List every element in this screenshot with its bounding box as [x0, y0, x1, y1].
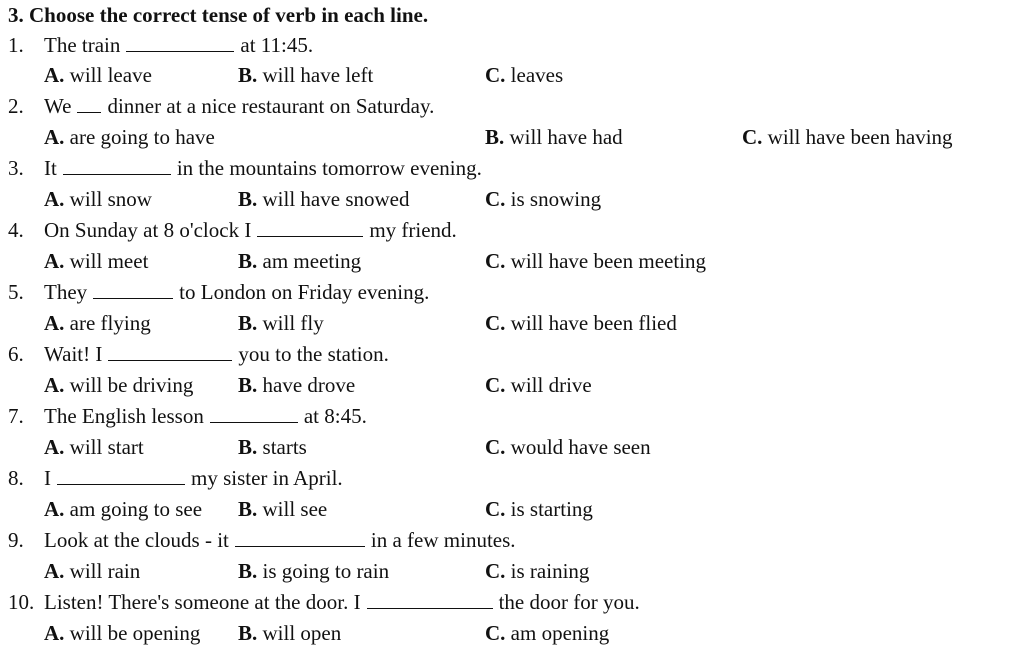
option-text: will see: [262, 497, 328, 521]
option-text: will start: [69, 435, 144, 459]
option-letter: A.: [44, 311, 65, 335]
option-a: [44, 432, 144, 462]
stem-after: at 11:45.: [240, 33, 314, 57]
option-b: [238, 556, 389, 586]
question-number: 1.: [8, 33, 24, 57]
option-b: [238, 618, 341, 648]
option-text: are going to have: [69, 125, 215, 149]
option-text: will have left: [262, 63, 374, 87]
exercise-title: 3. Choose the correct tense of verb in each line.: [8, 3, 429, 27]
stem-after: dinner at a nice restaurant on Saturday.: [107, 94, 435, 118]
answer-blank: [108, 340, 232, 361]
question-number: 2.: [8, 94, 24, 118]
option-text: will have been having: [767, 125, 953, 149]
option-letter: B.: [238, 435, 258, 459]
option-text: will have been flied: [510, 311, 677, 335]
stem-before: The English lesson: [44, 404, 204, 428]
option-letter: A.: [44, 249, 65, 273]
stem-after: in the mountains tomorrow evening.: [176, 156, 482, 180]
option-letter: B.: [485, 125, 505, 149]
option-text: will meet: [69, 249, 149, 273]
option-text: will have snowed: [262, 187, 410, 211]
option-letter: B.: [238, 311, 258, 335]
option-text: will be opening: [69, 621, 201, 645]
option-c: [485, 370, 592, 400]
option-letter: A.: [44, 187, 65, 211]
option-letter: A.: [44, 621, 65, 645]
option-c: [485, 494, 593, 524]
stem-after: at 8:45.: [303, 404, 367, 428]
option-c: [485, 618, 609, 648]
option-letter: B.: [238, 497, 258, 521]
answer-blank: [57, 464, 185, 485]
option-b: [485, 122, 623, 152]
answer-blank: [77, 92, 101, 113]
option-text: am meeting: [262, 249, 362, 273]
question-number: 5.: [8, 280, 24, 304]
option-letter: A.: [44, 373, 65, 397]
option-letter: A.: [44, 559, 65, 583]
option-b: [238, 246, 361, 276]
stem-before: Look at the clouds - it: [44, 528, 229, 552]
option-text: will drive: [510, 373, 592, 397]
stem-before: On Sunday at 8 o'clock I: [44, 218, 252, 242]
option-text: will be driving: [69, 373, 194, 397]
answer-blank: [257, 216, 363, 237]
option-a: [44, 246, 148, 276]
option-text: is raining: [510, 559, 590, 583]
option-letter: B.: [238, 187, 258, 211]
question-stem: [44, 153, 482, 183]
option-c: [742, 122, 953, 152]
option-b: [238, 60, 373, 90]
option-letter: A.: [44, 63, 65, 87]
option-letter: C.: [485, 249, 506, 273]
option-text: will snow: [69, 187, 152, 211]
option-text: am opening: [510, 621, 610, 645]
stem-before: I: [44, 466, 51, 490]
option-text: will leave: [69, 63, 152, 87]
question-stem: [44, 215, 457, 245]
question-number: 9.: [8, 528, 24, 552]
answer-blank: [235, 526, 365, 547]
option-text: will rain: [69, 559, 141, 583]
option-text: are flying: [69, 311, 151, 335]
option-letter: C.: [485, 435, 506, 459]
answer-blank: [367, 588, 493, 609]
option-text: will have been meeting: [510, 249, 707, 273]
question-number: 3.: [8, 156, 24, 180]
option-b: [238, 432, 307, 462]
option-letter: B.: [238, 63, 258, 87]
question-stem: [44, 91, 434, 121]
option-b: [238, 494, 327, 524]
stem-after: my sister in April.: [191, 466, 343, 490]
question-number: 8.: [8, 466, 24, 490]
option-c: [485, 184, 601, 214]
question-stem: [44, 587, 640, 617]
stem-after: to London on Friday evening.: [179, 280, 430, 304]
option-letter: C.: [742, 125, 763, 149]
answer-blank: [63, 154, 171, 175]
option-letter: C.: [485, 187, 506, 211]
option-c: [485, 246, 706, 276]
option-letter: C.: [485, 63, 506, 87]
option-a: [44, 556, 140, 586]
option-text: would have seen: [510, 435, 651, 459]
option-text: will open: [262, 621, 342, 645]
option-letter: B.: [238, 559, 258, 583]
option-a: [44, 370, 193, 400]
option-letter: C.: [485, 373, 506, 397]
option-a: [44, 308, 151, 338]
stem-before: Listen! There's someone at the door. I: [44, 590, 361, 614]
question-number: 7.: [8, 404, 24, 428]
option-b: [238, 184, 410, 214]
option-letter: C.: [485, 497, 506, 521]
question-stem: [44, 339, 389, 369]
option-letter: A.: [44, 435, 65, 459]
question-number: 4.: [8, 218, 24, 242]
option-a: [44, 184, 152, 214]
option-b: [238, 370, 355, 400]
option-c: [485, 60, 563, 90]
stem-before: It: [44, 156, 57, 180]
question-stem: [44, 277, 429, 307]
option-text: leaves: [510, 63, 564, 87]
option-c: [485, 432, 651, 462]
option-b: [238, 308, 324, 338]
option-text: will have had: [509, 125, 623, 149]
stem-before: The train: [44, 33, 121, 57]
answer-blank: [126, 31, 234, 52]
option-text: is starting: [510, 497, 593, 521]
stem-before: They: [44, 280, 88, 304]
answer-blank: [93, 278, 173, 299]
option-text: will fly: [262, 311, 324, 335]
option-a: [44, 618, 200, 648]
option-letter: C.: [485, 621, 506, 645]
question-stem: [44, 401, 367, 431]
option-text: starts: [262, 435, 307, 459]
stem-before: We: [44, 94, 72, 118]
option-a: [44, 60, 152, 90]
option-letter: B.: [238, 373, 258, 397]
stem-after: you to the station.: [238, 342, 389, 366]
question-stem: [44, 463, 343, 493]
option-c: [485, 556, 589, 586]
option-letter: A.: [44, 125, 65, 149]
option-c: [485, 308, 677, 338]
option-a: [44, 494, 202, 524]
stem-after: the door for you.: [498, 590, 640, 614]
option-letter: B.: [238, 621, 258, 645]
option-letter: B.: [238, 249, 258, 273]
question-number: 6.: [8, 342, 24, 366]
option-text: is going to rain: [262, 559, 390, 583]
stem-after: my friend.: [369, 218, 457, 242]
option-text: have drove: [262, 373, 356, 397]
question-stem: [44, 30, 313, 60]
answer-blank: [210, 402, 298, 423]
option-text: is snowing: [510, 187, 602, 211]
question-number: 10.: [8, 590, 35, 614]
option-letter: A.: [44, 497, 65, 521]
option-letter: C.: [485, 311, 506, 335]
stem-after: in a few minutes.: [370, 528, 516, 552]
question-stem: [44, 525, 516, 555]
option-letter: C.: [485, 559, 506, 583]
option-a: [44, 122, 215, 152]
stem-before: Wait! I: [44, 342, 103, 366]
option-text: am going to see: [69, 497, 203, 521]
